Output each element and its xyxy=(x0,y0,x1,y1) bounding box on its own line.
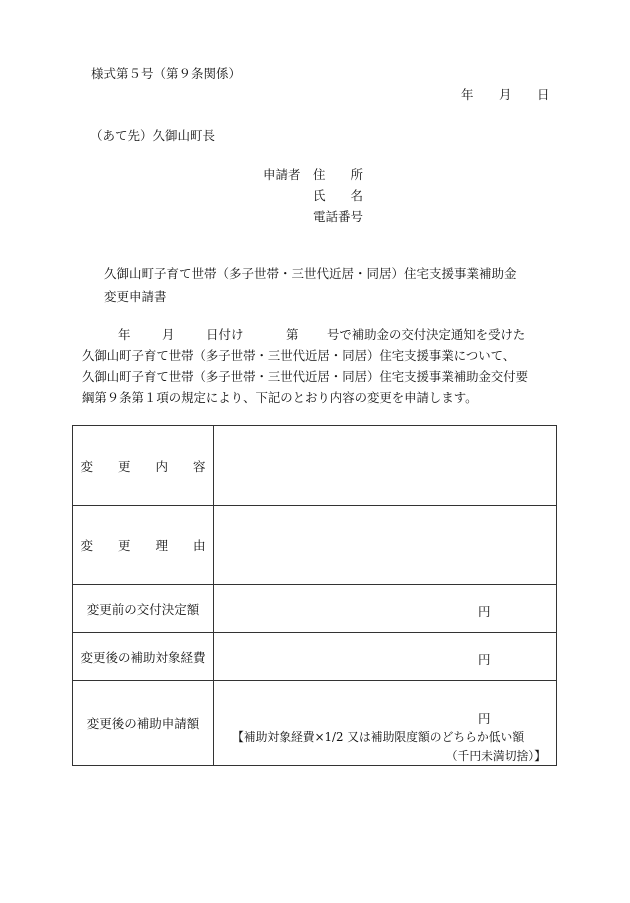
body-line3: 久御山町子育て世帯（多子世帯・三世代近居・同居）住宅支援事業補助金交付要 xyxy=(82,369,529,384)
rounding-note: （千円未満切捨）】 xyxy=(445,749,546,763)
body-date-suffix: 日付け xyxy=(206,327,244,342)
address-label: 住 所 xyxy=(313,167,364,182)
calculation-note: 【補助対象経費×1/2 又は補助限度額のどちらか低い額 xyxy=(232,730,525,744)
body-line1-rest: 号で補助金の交付決定通知を受けた xyxy=(327,327,526,342)
after-expense-field[interactable] xyxy=(214,633,557,681)
body-line4: 綱第９条第１項の規定により、下記のとおり内容の変更を申請します。 xyxy=(82,390,478,405)
change-reason-label: 変 更 理 由 xyxy=(73,506,214,585)
yen-unit: 円 xyxy=(478,652,491,667)
applicant-label: 申請者 xyxy=(263,167,301,182)
body-line2: 久御山町子育て世帯（多子世帯・三世代近居・同居）住宅支援事業について、 xyxy=(82,348,516,363)
yen-unit: 円 xyxy=(478,711,491,726)
document-subtitle: 変更申請書 xyxy=(104,289,167,304)
date-year-label: 年 xyxy=(461,87,474,102)
date-day-label: 日 xyxy=(537,87,550,102)
after-request-field[interactable] xyxy=(214,681,557,766)
phone-label: 電話番号 xyxy=(313,209,364,224)
yen-unit: 円 xyxy=(478,604,491,619)
table-row xyxy=(73,681,557,766)
body-number-prefix: 第 xyxy=(286,327,299,342)
change-reason-field[interactable] xyxy=(214,506,557,585)
before-amount-label: 変更前の交付決定額 xyxy=(73,585,214,633)
before-amount-field[interactable] xyxy=(214,585,557,633)
form-number: 様式第５号（第９条関係） xyxy=(91,66,242,81)
table-row xyxy=(73,506,557,585)
body-year: 年 xyxy=(118,327,131,342)
date-month-label: 月 xyxy=(499,87,512,102)
change-form-table xyxy=(72,425,557,766)
table-row xyxy=(73,426,557,506)
name-label: 氏 名 xyxy=(313,188,364,203)
table-row xyxy=(73,585,557,633)
change-content-label: 変 更 内 容 xyxy=(73,426,214,506)
addressee: （あて先）久御山町長 xyxy=(90,128,216,143)
body-month: 月 xyxy=(162,327,175,342)
change-content-field[interactable] xyxy=(214,426,557,506)
table-row xyxy=(73,633,557,681)
after-request-label: 変更後の補助申請額 xyxy=(73,681,214,766)
after-expense-label: 変更後の補助対象経費 xyxy=(73,633,214,681)
document-title: 久御山町子育て世帯（多子世帯・三世代近居・同居）住宅支援事業補助金 xyxy=(104,266,517,281)
